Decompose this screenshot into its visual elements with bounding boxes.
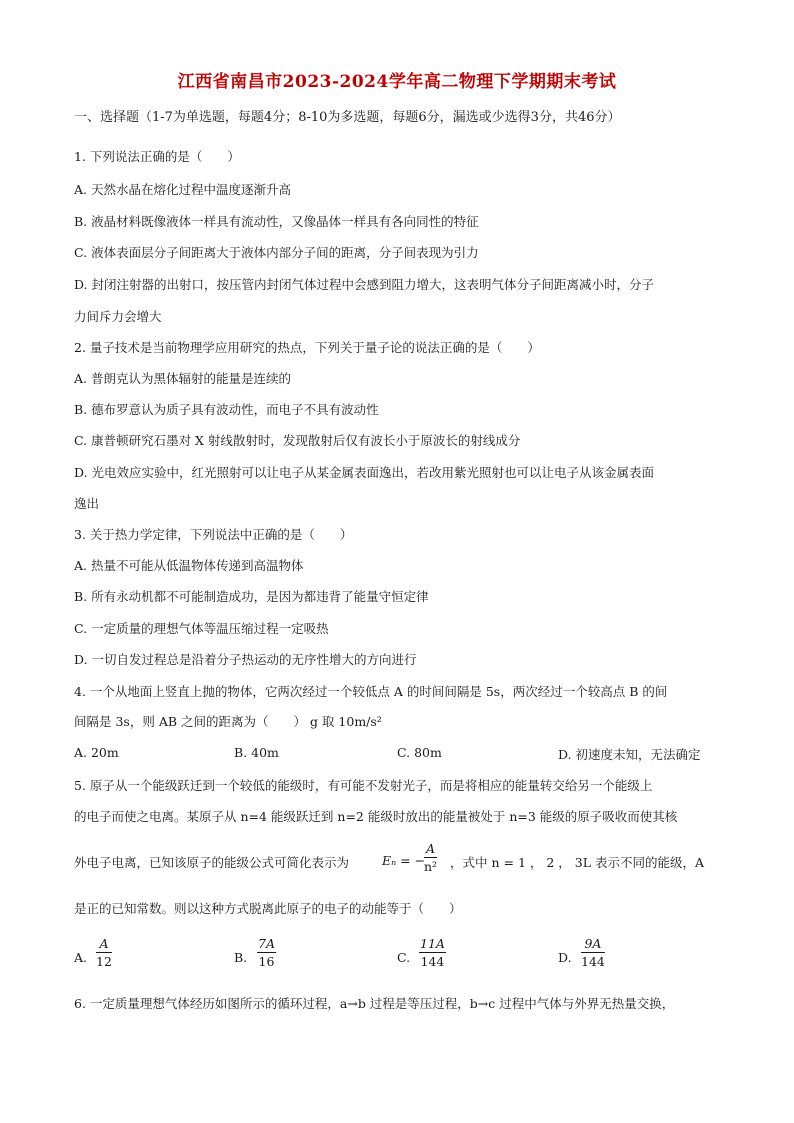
question-4-option-c: C. 80m [397,745,442,760]
question-5-option-a: A 12 [96,936,112,969]
question-4-option-b: B. 40m [234,745,279,760]
energy-formula-lhs: Eₙ = − [382,853,426,868]
question-2-option-a: A. 普朗克认为黑体辐射的能量是连续的 [74,371,291,386]
question-2-option-d-cont: 逸出 [74,496,100,511]
question-4-line-1: 4. 一个从地面上竖直上抛的物体，它两次经过一个较低点 A 的时间间隔是 5s，两次经过一个较高点 B 的间 [74,684,668,699]
question-5-line-1: 5. 原子从一个能级跃迁到一个较低的能级时，有可能不发射光子，而是将相应的能量转交给另一个能级上 [74,778,653,793]
question-5-line-3b: ，式中 n = 1 ， 2 ， 3L 表示不同的能级，A [450,855,704,870]
question-5-line-2: 的电子而使之电离。某原子从 n=4 能级跃迁到 n=2 能级时放出的能量被处于 n=3 能级的原子吸收而使其核 [74,809,678,824]
section-heading: 一、选择题（1-7为单选题，每题4分；8-10为多选题，每题6分，漏选或少选得3分，共46分） [74,110,621,125]
question-2-option-b: B. 德布罗意认为质子具有波动性，而电子不具有波动性 [74,402,379,417]
question-6-line-1: 6. 一定质量理想气体经历如图所示的循环过程，a→b 过程是等压过程，b→c 过程中气体与外界无热量交换， [74,996,675,1011]
question-1-option-a: A. 天然水晶在熔化过程中温度逐渐升高 [74,182,291,197]
question-3-option-a: A. 热量不可能从低温物体传递到高温物体 [74,558,304,573]
question-1-option-d: D. 封闭注射器的出射口，按压管内封闭气体过程中会感到阻力增大，这表明气体分子间距离减小时，分子 [74,277,655,292]
question-2-option-d: D. 光电效应实验中，红光照射可以让电子从某金属表面逸出，若改用紫光照射也可以让电子从该金属表面 [74,465,655,480]
question-5-line-4: 是正的已知常数。则以这种方式脱离此原子的电子的动能等于（ ） [74,901,462,916]
energy-formula-denominator: n² [424,859,438,874]
question-2-stem: 2. 量子技术是当前物理学应用研究的热点，下列关于量子论的说法正确的是（ ） [74,340,540,355]
question-3-stem: 3. 关于热力学定律，下列说法中正确的是（ ） [74,527,353,542]
question-5-option-c: 11A 144 [420,936,445,969]
question-4-option-a: A. 20m [74,745,119,760]
question-4-option-d: D. 初速度未知，无法确定 [558,747,701,762]
question-5-option-d-label: D. [558,950,572,965]
question-3-option-d: D. 一切自发过程总是沿着分子热运动的无序性增大的方向进行 [74,652,417,667]
question-1-option-b: B. 液晶材料既像液体一样具有流动性，又像晶体一样具有各向同性的特征 [74,214,479,229]
question-5-line-3a: 外电子电离，已知该原子的能级公式可简化表示为 [74,855,350,870]
question-3-option-b: B. 所有永动机都不可能制造成功，是因为都违背了能量守恒定律 [74,589,429,604]
energy-formula-numerator: A [426,841,436,856]
question-1-option-d-cont: 力间斥力会增大 [74,309,162,324]
question-5-option-c-label: C. [397,950,411,965]
energy-formula-fraction [424,841,437,874]
question-5-option-b-label: B. [234,950,248,965]
question-2-option-c: C. 康普顿研究石墨对 X 射线散射时，发现散射后仅有波长小于原波长的射线成分 [74,433,521,448]
page-title: 江西省南昌市2023-2024学年高二物理下学期期末考试 [177,72,617,92]
question-5-option-d: 9A 144 [581,936,605,969]
question-1-stem: 1. 下列说法正确的是（ ） [74,149,240,164]
question-4-line-2: 间隔是 3s，则 AB 之间的距离为（ ） g 取 10m/s² [74,714,382,729]
question-1-option-c: C. 液体表面层分子间距离大于液体内部分子间的距离，分子间表现为引力 [74,245,479,260]
question-5-option-b: 7A 16 [258,936,275,969]
question-3-option-c: C. 一定质量的理想气体等温压缩过程一定吸热 [74,621,329,636]
question-5-option-a-label: A. [74,950,88,965]
